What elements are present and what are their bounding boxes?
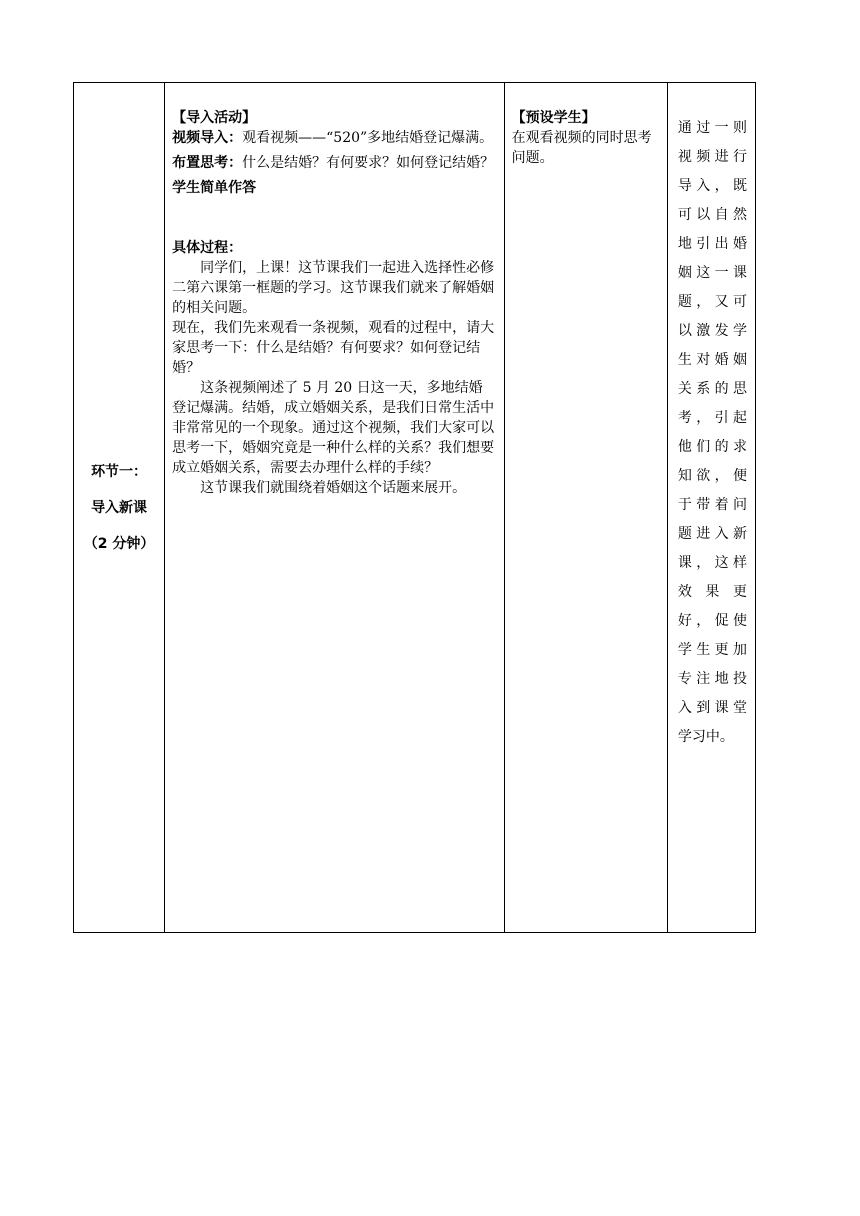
- student-activity-cell: [504, 83, 667, 933]
- activity-title: 【导入活动】: [172, 110, 257, 126]
- stage-name: 环节一：: [91, 463, 148, 480]
- think-paragraph: [172, 153, 496, 173]
- student-answer-note: 学生简单作答: [172, 180, 257, 196]
- lesson-plan-table: [73, 82, 756, 933]
- think-label: 布置思考：: [172, 155, 243, 171]
- process-paragraph-1: 同学们，上课！这节课我们一起进入选择性必修二第六课第一框题的学习。这节课我们就来了解婚姻的相关问题。: [172, 260, 495, 316]
- student-title: 【预设学生】: [511, 110, 596, 126]
- table-row: [74, 83, 756, 933]
- think-text: 什么是结婚？有何要求？如何登记结婚？: [242, 155, 495, 171]
- stage-cell: [74, 83, 165, 933]
- video-intro-text: 观看视频——“520”多地结婚登记爆满。: [242, 130, 494, 146]
- teacher-activity-cell: [165, 83, 504, 933]
- process-paragraph-4: 这节课我们就围绕着婚姻这个话题来展开。: [200, 480, 467, 496]
- stage-duration: （2 分钟）: [83, 535, 155, 552]
- video-intro-paragraph: [172, 128, 496, 148]
- design-intent-cell: [667, 83, 755, 933]
- video-intro-label: 视频导入：: [172, 130, 243, 146]
- student-text: 在观看视频的同时思考问题。: [511, 130, 652, 166]
- design-intent-text: 通过一则视频进行导入，既可以自然地引出婚姻这一课题，又可以激发学生对婚姻关系的思考，引起他们的求知欲，便于带着问题进入新课，这样效果更好，促使学生更加专注地投入到课堂学习中。: [677, 119, 747, 745]
- process-paragraph-2: 现在，我们先来观看一条视频，观看的过程中，请大家思考一下：什么是结婚？有何要求？如何登记结婚？: [172, 320, 495, 376]
- process-label: 具体过程：: [172, 240, 243, 256]
- stage-topic: 导入新课: [91, 499, 148, 516]
- process-paragraph-3: 这条视频阐述了 5 月 20 日这一天，多地结婚登记爆满。结婚，成立婚姻关系，是我们日常生活中非常常见的一个现象。通过这个视频，我们大家可以思考一下，婚姻究竟是一种什么样的关系？我们想要成立婚姻关系，需要去办理什么样的手续？: [172, 380, 495, 476]
